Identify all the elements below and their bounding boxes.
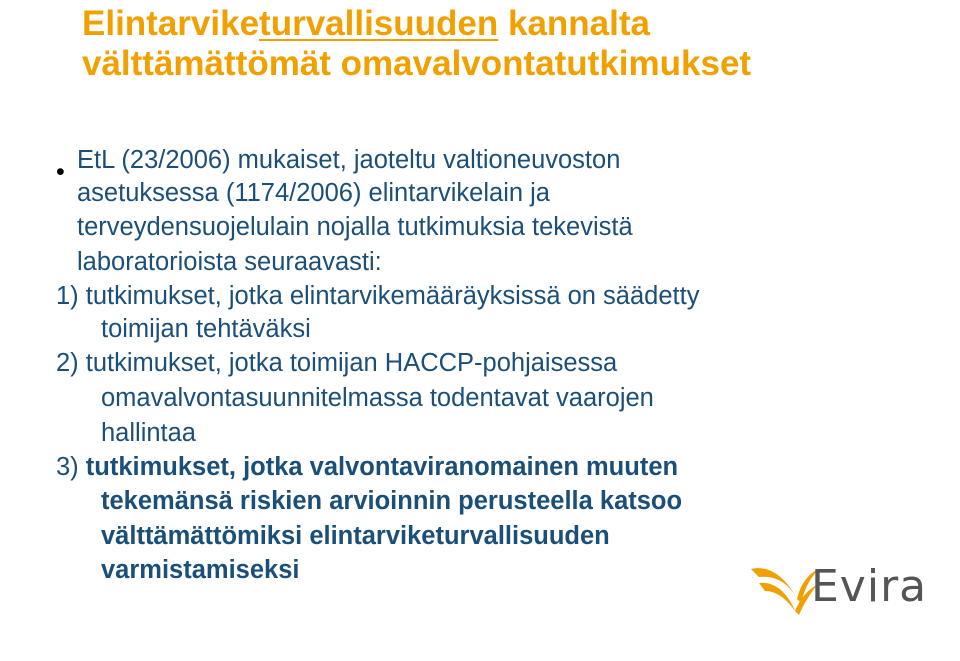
bullet-line: laboratorioista seuraavasti:	[77, 248, 382, 276]
bullet-line: asetuksessa (1174/2006) elintarvikelain ja	[77, 179, 550, 207]
list-item-3-line: varmistamiseksi	[101, 556, 300, 584]
bullet-line: terveydensuojelulain nojalla tutkimuksia tekevistä	[77, 213, 633, 241]
list-item-3-first-line	[56, 452, 678, 482]
evira-logo-text: Evira	[811, 561, 928, 612]
slide-title	[82, 4, 942, 84]
list-item-3-number: 3)	[56, 453, 79, 481]
list-item-1-line: toimijan tehtäväksi	[101, 315, 311, 343]
bullet-line: EtL (23/2006) mukaiset, jaoteltu valtioneuvoston	[77, 146, 621, 174]
list-item-3-line: tutkimukset, jotka valvontaviranomainen muuten	[85, 453, 679, 481]
title-line-2: välttämättömät omavalvontatutkimukset	[82, 44, 752, 83]
evira-logo	[745, 553, 945, 623]
list-item-2-line: omavalvontasuunnitelmassa todentavat vaarojen	[101, 384, 654, 412]
title-text-underlined: turvallisuuden	[259, 4, 499, 43]
list-item-2-line: 2) tutkimukset, jotka toimijan HACCP-pohjaisessa	[56, 349, 618, 377]
title-text-post: kannalta	[498, 4, 650, 43]
list-item-3-line: välttämättömiksi elintarviketurvallisuuden	[101, 522, 610, 550]
list-item-3-line: tekemänsä riskien arvioinnin perusteella katsoo	[101, 487, 683, 515]
bullet-dot-icon: •	[56, 158, 65, 186]
list-item-1-line: 1) tutkimukset, jotka elintarvikemääräyksissä on säädetty	[56, 282, 700, 310]
title-text-pre: Elintarvike	[82, 4, 260, 43]
list-item-2-line: hallintaa	[101, 419, 196, 447]
title-line-1	[82, 4, 942, 44]
